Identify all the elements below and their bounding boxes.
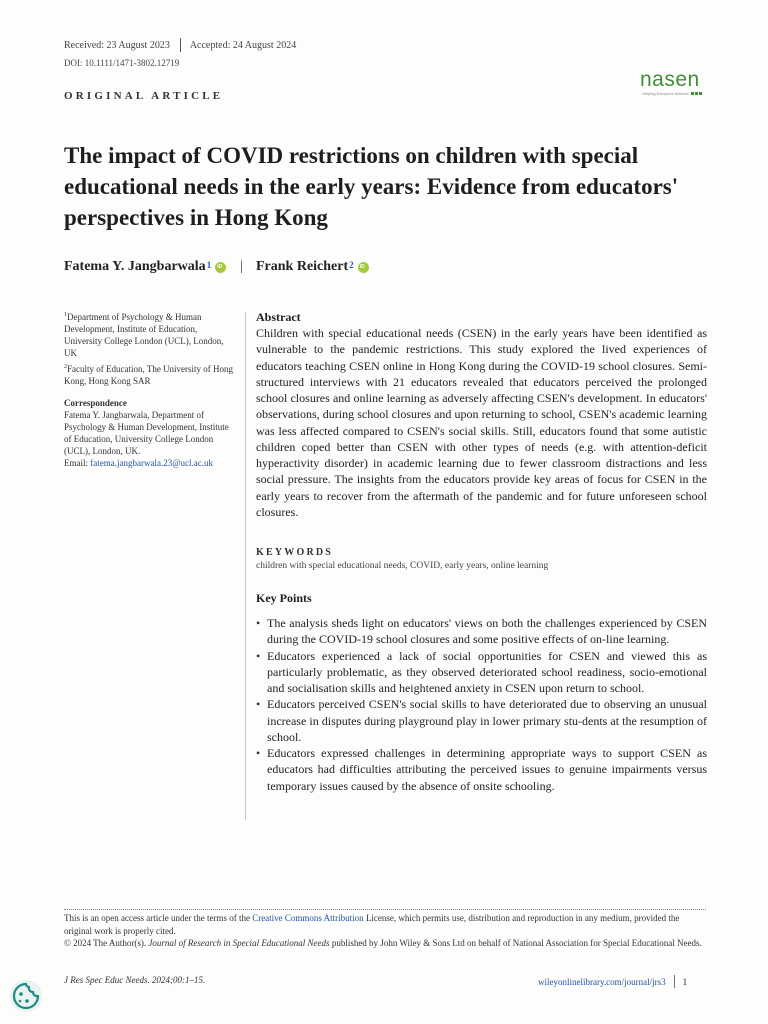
article-type: ORIGINAL ARTICLE bbox=[64, 90, 224, 102]
email-label: Email: bbox=[64, 458, 88, 468]
key-point: • Educators perceived CSEN's social skills to have deteriorated due to observing an unusual increase in disputes during playground play in lower primary stu-dents at the resumption of school. bbox=[256, 696, 707, 745]
author-affil-sup[interactable]: 1 bbox=[206, 260, 212, 270]
keywords-heading: KEYWORDS bbox=[256, 547, 334, 558]
footer-divider bbox=[64, 909, 706, 910]
abstract-text: Children with special educational needs (CSEN) in the early years have been identified as vulnerable to the pandemic restrictions. This study explored the lived experiences of educators teaching CSEN online in Hong Kong during the COVID-19 school closures. Semi-structured interviews with 21 educators revealed that educators perceived the prolonged school closures and online learning as adversely affecting CSEN's development. In educators' observations, during school closures and upon returning to school, CSEN's academic learning was less affected compared to CSEN's social skills. Still, educators found that some autistic children coped better than CSEN with other types of needs (e.g. with attention-deficit hyperactivity disorder) in academic learning due to fewer classroom distractions and less social pressure. The insights from the educators provide key areas of focus for CSEN in the early years to recover from the aftermath of the pandemic and for future unforeseen school closures. bbox=[256, 326, 707, 519]
email-link[interactable]: fatema.jangbarwala.23@ucl.ac.uk bbox=[90, 458, 213, 468]
abstract-heading: Abstract bbox=[256, 310, 301, 324]
key-point: • The analysis sheds light on educators' views on both the challenges experienced by CSEN during the COVID-19 school closures and some positive effects of on-line learning. bbox=[256, 615, 707, 648]
column-divider bbox=[245, 312, 246, 820]
orcid-icon[interactable] bbox=[358, 262, 369, 273]
correspondence-address: Fatema Y. Jangbarwala, Department of Psychology & Human Development, Institute of Education, University College London (UCL), London, UK. bbox=[64, 410, 229, 456]
footer-right bbox=[538, 975, 687, 988]
journal-name: Journal of Research in Special Educational Needs bbox=[148, 938, 330, 948]
keywords-text: children with special educational needs, COVID, early years, online learning bbox=[256, 561, 549, 571]
affiliation: $^2$Faculty of Education, The University of Hong Kong, Hong Kong SAR bbox=[64, 364, 234, 386]
abstract-section bbox=[256, 310, 707, 520]
author-name[interactable]: Fatema Y. Jangbarwala bbox=[64, 259, 206, 274]
logo-wordmark: nasen bbox=[640, 68, 700, 91]
orcid-icon[interactable] bbox=[215, 262, 226, 273]
author-affil-sup[interactable]: 2 bbox=[349, 260, 354, 270]
key-point: • Educators experienced a lack of social opportunities for CSEN and viewed this as particularly problematic, as they observed deteriorated school readiness, socio-emotional and socialisation skills and heightened anxiety in CSEN upon return to school. bbox=[256, 648, 707, 697]
page-number: 1 bbox=[682, 976, 688, 987]
cookie-settings-icon[interactable] bbox=[8, 978, 44, 1014]
date-divider bbox=[180, 38, 181, 52]
license-notice: This is an open access article under the terms of the Creative Commons Attribution License, which permits use, distribution and reproduction in any medium, provided the original work is properly cited. © 2024 The Author(s). Journal of Research in Special Educational Needs published by John Wiley & Sons Ltd on behalf of National Association for Special Educational Needs. bbox=[64, 913, 702, 948]
author-separator: | bbox=[240, 259, 243, 274]
footer-divider-bar bbox=[674, 975, 675, 988]
article-title: The impact of COVID restrictions on children with special educational needs in the early years: Evidence from educators' perspectives in Hong Kong bbox=[64, 143, 679, 230]
correspondence-heading: Correspondence bbox=[64, 398, 127, 408]
author-name[interactable]: Frank Reichert bbox=[256, 259, 349, 274]
correspondence-block bbox=[64, 397, 234, 469]
nasen-logo bbox=[640, 70, 712, 98]
journal-url-link[interactable]: wileyonlinelibrary.com/journal/jrs3 bbox=[538, 976, 666, 987]
key-point: • Educators expressed challenges in determining appropriate ways to support CSEN as educators had difficulties attributing the perceived issues to genuine impairments versus temporary issues caused by the absence of onsite schooling. bbox=[256, 745, 707, 794]
key-points-heading: Key Points bbox=[256, 591, 312, 605]
affiliation: $^1$Department of Psychology & Human Development, Institute of Education, University College London (UCL), London, UK bbox=[64, 312, 224, 358]
received-date: Received: 23 August 2023 bbox=[64, 39, 170, 51]
publication-dates bbox=[64, 38, 296, 52]
creative-commons-link[interactable]: Creative Commons Attribution bbox=[252, 913, 364, 923]
logo-dots-icon bbox=[691, 92, 702, 95]
key-points-list bbox=[256, 615, 707, 794]
doi[interactable]: DOI: 10.1111/1471-3802.12719 bbox=[64, 58, 180, 68]
logo-tagline: Helping Everyone Achieve bbox=[642, 91, 689, 96]
author-list bbox=[64, 259, 369, 275]
journal-citation: J Res Spec Educ Needs. 2024;00:1–15. bbox=[64, 975, 206, 985]
accepted-date: Accepted: 24 August 2024 bbox=[189, 39, 297, 51]
